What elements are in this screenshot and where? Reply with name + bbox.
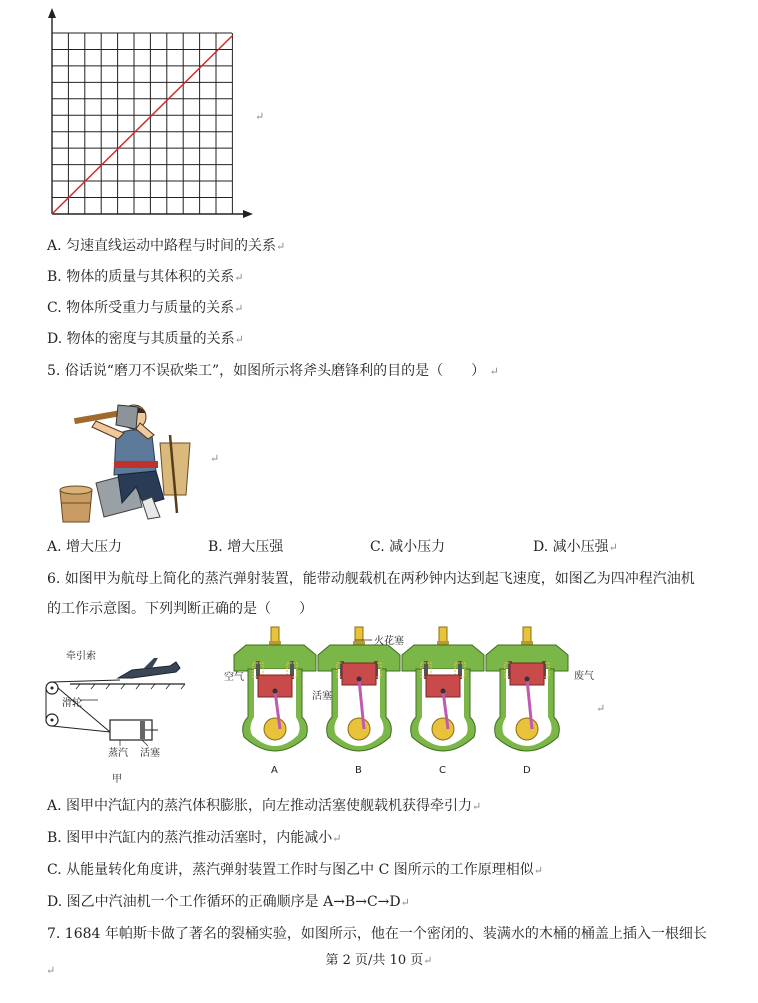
engine-c xyxy=(402,627,484,776)
q5-option-b[interactable]: B. 增大压强 xyxy=(208,539,284,555)
engine-label-b: B xyxy=(355,765,362,776)
q6-option-d[interactable]: D. 图乙中汽油机一个工作循环的正确顺序是 A→B→C→D↵ xyxy=(47,894,410,910)
label-piston-yi: 活塞 xyxy=(312,691,332,702)
q7-stem: 7. 1684 年帕斯卡做了著名的裂桶实验，如图所示，他在一个密闭的、装满水的木桶的桶盖上插入一根细长 xyxy=(47,926,707,942)
q5-option-a[interactable]: A. 增大压力 xyxy=(47,539,123,555)
q5-sharpening-illustration xyxy=(52,395,197,530)
wooden-tub xyxy=(60,490,92,522)
piston-block xyxy=(140,721,145,739)
y-axis-arrow xyxy=(48,8,56,18)
engine-label-d: D xyxy=(523,765,531,776)
q5-stem: 5. 俗话说“磨刀不误砍柴工”，如图所示将斧头磨锋利的目的是（ ） ↵ xyxy=(47,363,499,379)
q5-option-d[interactable]: D. 减小压强↵ xyxy=(533,539,618,555)
q6-stem-line2: 的工作示意图。下列判断正确的是（ ） xyxy=(47,601,313,617)
traction-cable xyxy=(46,680,120,732)
return-mark: ↵ xyxy=(255,110,265,123)
x-axis-arrow xyxy=(243,210,253,218)
label-traction: 牵引索 xyxy=(66,651,96,662)
q6-option-a[interactable]: A. 图甲中汽缸内的蒸汽体积膨胀，向左推动活塞使舰载机获得牵引力↵ xyxy=(47,798,482,814)
q4-option-b[interactable]: B. 物体的质量与其体积的关系↵ xyxy=(47,269,244,285)
q6-option-c[interactable]: C. 从能量转化角度讲，蒸汽弹射装置工作时与图乙中 C 图所示的工作原理相似↵ xyxy=(47,862,543,878)
q5-option-c[interactable]: C. 减小压力 xyxy=(370,539,446,555)
fig-jia-steam-catapult xyxy=(40,640,200,790)
q6-option-b[interactable]: B. 图甲中汽缸内的蒸汽推动活塞时，内能减小↵ xyxy=(47,830,342,846)
proportional-line xyxy=(52,36,232,214)
q6-stem-line1: 6. 如图甲为航母上简化的蒸汽弹射装置，能带动舰载机在两秒钟内达到起飞速度，如图乙为四冲程汽油机 xyxy=(47,571,695,587)
return-mark: ↵ xyxy=(46,964,56,977)
engine-d xyxy=(486,627,568,776)
label-spark-plug: 火花塞 xyxy=(374,636,404,647)
q4-option-c[interactable]: C. 物体所受重力与质量的关系↵ xyxy=(47,300,244,316)
return-mark: ↵ xyxy=(596,702,606,715)
q4-option-d[interactable]: D. 物体的密度与其质量的关系↵ xyxy=(47,331,244,347)
label-air: 空气 xyxy=(224,672,244,683)
return-mark: ↵ xyxy=(210,452,220,465)
label-piston: 活塞 xyxy=(140,748,160,759)
engine-label-c: C xyxy=(439,765,446,776)
caption-jia: 甲 xyxy=(112,774,122,785)
page-footer: 第 2 页/共 10 页↵ xyxy=(325,953,433,968)
axe-head xyxy=(116,405,138,429)
label-exhaust: 废气 xyxy=(574,671,594,682)
fig-yi-four-stroke-engine xyxy=(220,625,610,795)
q4-graph xyxy=(40,8,255,223)
q4-option-a[interactable]: A. 匀速直线运动中路程与时间的关系↵ xyxy=(47,238,286,254)
label-steam: 蒸汽 xyxy=(108,748,128,759)
label-pulley: 滑轮 xyxy=(62,698,82,709)
engine-label-a: A xyxy=(271,765,278,776)
engine-a xyxy=(234,627,316,776)
